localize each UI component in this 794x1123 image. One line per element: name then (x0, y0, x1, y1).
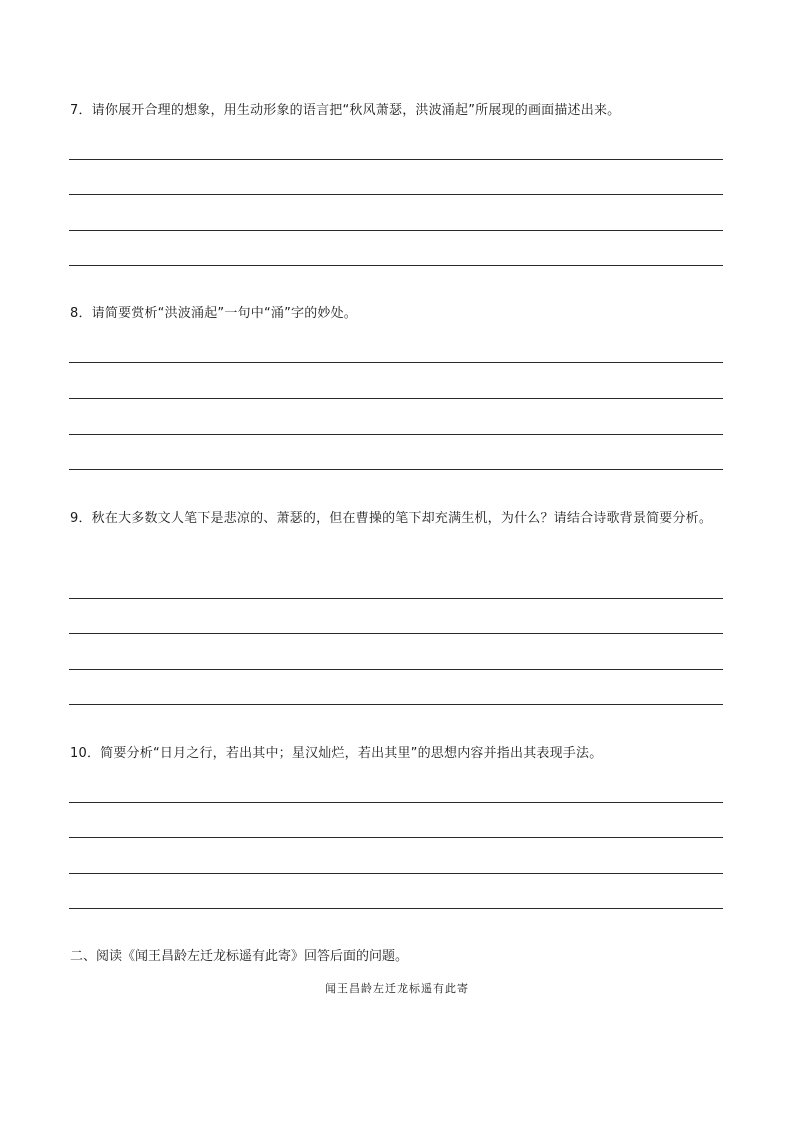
answer-line (69, 802, 723, 803)
answer-line (69, 633, 723, 634)
question-10: 10．简要分析“日月之行，若出其中；星汉灿烂，若出其里”的思想内容并指出其表现手法。 (70, 746, 603, 761)
answer-line (69, 873, 723, 874)
answer-line (69, 230, 723, 231)
question-9: 9．秋在大多数文人笔下是悲凉的、萧瑟的，但在曹操的笔下却充满生机，为什么？请结合诗歌背景简要分析。 (70, 511, 713, 526)
poem-title: 闻王昌龄左迁龙标遥有此寄 (325, 982, 469, 995)
answer-line (69, 434, 723, 435)
answer-line (69, 194, 723, 195)
question-7: 7．请你展开合理的想象，用生动形象的语言把“秋风萧瑟，洪波涌起”所展现的画面描述出来。 (70, 103, 621, 118)
answer-line (69, 598, 723, 599)
answer-line (69, 837, 723, 838)
answer-line (69, 159, 723, 160)
section-heading: 二、阅读《闻王昌龄左迁龙标遥有此寄》回答后面的问题。 (70, 949, 409, 964)
answer-line (69, 265, 723, 266)
answer-line (69, 362, 723, 363)
answer-line (69, 908, 723, 909)
answer-line (69, 469, 723, 470)
answer-line (69, 398, 723, 399)
answer-line (69, 669, 723, 670)
answer-line (69, 704, 723, 705)
question-8: 8．请简要赏析“洪波涌起”一句中“涌”字的妙处。 (70, 306, 358, 321)
